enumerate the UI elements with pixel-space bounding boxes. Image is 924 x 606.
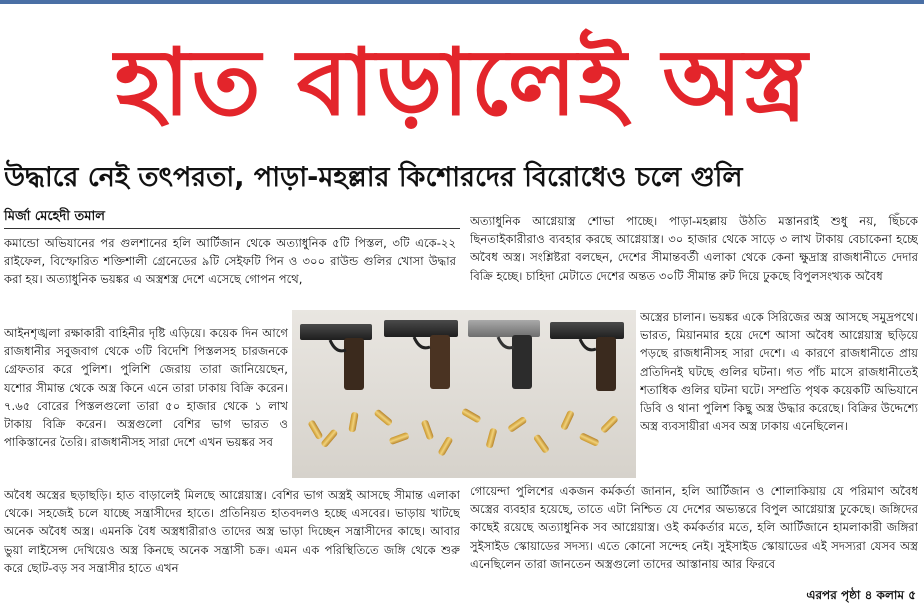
column-2-paragraph-wrap: অস্ত্রের চালান। ভয়ঙ্কর একে সিরিজের অস্ত্র আসছে সমুদ্রপথে। ভারত, মিয়ানমার হয়ে দেশে আসা অবৈধ আগ্নেয়াস্ত্র ছড়িয়ে পড়ছে রাজধানীসহ সারা দেশে। এ কারণে রাজধানীতে প্রায় প্রতিদিনই ঘটছে গুলির ঘটনা। গত পাঁচ মাসে রাজধানীতেই শতাধিক গুলির ঘটনা ঘটে। সম্প্রতি পৃথক কয়েকটি অভিযানে ডিবি ও থানা পুলিশ কিছু অস্ত্র উদ্ধার করেছে। বিক্রির উদ্দেশ্যে অস্ত্র ব্যবসায়ীরা এসব অস্ত্র ঢাকায় এনেছিলেন। <box>640 310 918 434</box>
pistols-photo <box>292 310 636 478</box>
pistol-3 <box>468 320 540 389</box>
column-1-paragraph-bottom: অবৈধ অস্ত্রের ছড়াছড়ি। হাত বাড়ালেই মিলছে আগ্নেয়াস্ত্র। বেশির ভাগ অস্ত্রই আসছে সীমান্ত এলাকা থেকে। সহজেই চলে যাচ্ছে সন্ত্রাসীদের হাতে। প্রতিনিয়ত হাতবদলও হচ্ছে এসবের। ভাড়ায় খাটছে অনেক অবৈধ অস্ত্র। এমনকি বৈধ অস্ত্রধারীরাও তাদের অস্ত্র ভাড়া দিচ্ছেন সন্ত্রাসীদের কাছে। আবার ভুয়া লাইসেন্স দেখিয়েও অস্ত্র কিনছে অনেক সন্ত্রাসী চক্র। এমন এক পরিস্থিতিতে জঙ্গি থেকে শুরু করে ছোট-বড় সব সন্ত্রাসীর হাতে এখন <box>4 488 460 575</box>
column-1-paragraph-top: কমান্ডো অভিযানের পর গুলশানের হলি আর্টিজান থেকে অত্যাধুনিক ৫টি পিস্তল, ৩টি একে-২২ রাইফেল, বিস্ফোরিত শক্তিশালী গ্রেনেডের ৯টি সেইফটি পিন ও ৩০০ রাউন্ড গুলির খোসা উদ্ধার করা হয়। অত্যাধুনিক ভয়ঙ্কর এ অস্ত্রশস্ত্র দেশে এসেছে গোপন পথে, <box>4 236 456 287</box>
pistol-4 <box>550 322 624 391</box>
column-1-paragraph-wrap: আইনশৃঙ্খলা রক্ষাকারী বাহিনীর দৃষ্টি এড়িয়ে। কয়েক দিন আগে রাজধানীর সবুজবাগ থেকে ৩টি বিদেশি পিস্তলসহ চারজনকে গ্রেফতার করে পুলিশ। পুলিশি জেরায় তারা জানিয়েছেন, যশোর সীমান্ত থেকে অস্ত্র কিনে এনে তারা ঢাকায় বিক্রি করেন। ৭.৬৫ বোরের পিস্তলগুলো তারা ৫০ হাজার থেকে ১ লাখ টাকায় বিক্রি করেন। অস্ত্রগুলো বেশির ভাগ ভারত ও পাকিস্তানের তৈরি। রাজধানীসহ সারা দেশে এখন ভয়ঙ্কর সব <box>4 326 288 450</box>
subheadline: উদ্ধারে নেই তৎপরতা, পাড়া-মহল্লার কিশোরদের বিরোধেও চলে গুলি <box>4 162 743 193</box>
byline-underline <box>4 228 460 229</box>
pistol-2 <box>384 320 458 389</box>
pistol-1 <box>300 324 372 390</box>
continuation-note: এরপর পৃষ্ঠা ৪ কলাম ৫ <box>806 588 916 602</box>
column-2-paragraph-top: অত্যাধুনিক আগ্নেয়াস্ত্র শোভা পাচ্ছে। পাড়া-মহল্লায় উঠতি মস্তানরাই শুধু নয়, ছিঁচকে ছিনতাইকারীরাও ব্যবহার করছে আগ্নেয়াস্ত্র। ৩০ হাজার থেকে সাড়ে ৩ লাখ টাকায় বেচাকেনা হচ্ছে অবৈধ অস্ত্র। সংশ্লিষ্টরা বলছেন, দেশের সীমান্তবর্তী এলাকা থেকে কেনা ক্ষুদ্রাস্ত্র রাজধানীতে দেদার বিক্রি হচ্ছে। চাহিদা মেটাতে দেশের অন্তত ৩০টি সীমান্ত রুট দিয়ে ঢুকছে বিপুলসংখ্যক অবৈধ <box>470 214 918 283</box>
byline: মির্জা মেহেদী তমাল <box>4 209 105 224</box>
headline: হাত বাড়ালেই অস্ত্র <box>114 29 810 136</box>
column-2-paragraph-bottom: গোয়েন্দা পুলিশের একজন কর্মকর্তা জানান, হলি আর্টিজান ও শোলাকিয়ায় যে পরিমাণ অবৈধ অস্ত্রের ব্যবহার হয়েছে, তাতে এটা নিশ্চিত যে দেশের অভ্যন্তরে বিপুল আগ্নেয়াস্ত্র ঢুকেছে। জঙ্গিদের কাছেই রয়েছে অত্যাধুনিক সব আগ্নেয়াস্ত্র। ওই কর্মকর্তার মতে, হলি আর্টিজানে হামলাকারী জঙ্গিরা সুইসাইড স্কোয়াডের সদস্য। এতে কোনো সন্দেহ নেই। সুইসাইড স্কোয়াডের এই সদস্যরা যেসব অস্ত্র এনেছিলেন তারা জানতেন অস্ত্রগুলো তাদের আস্তানায় আর ফিরবে <box>470 484 918 571</box>
bullets <box>307 408 618 457</box>
top-rule <box>0 0 924 4</box>
